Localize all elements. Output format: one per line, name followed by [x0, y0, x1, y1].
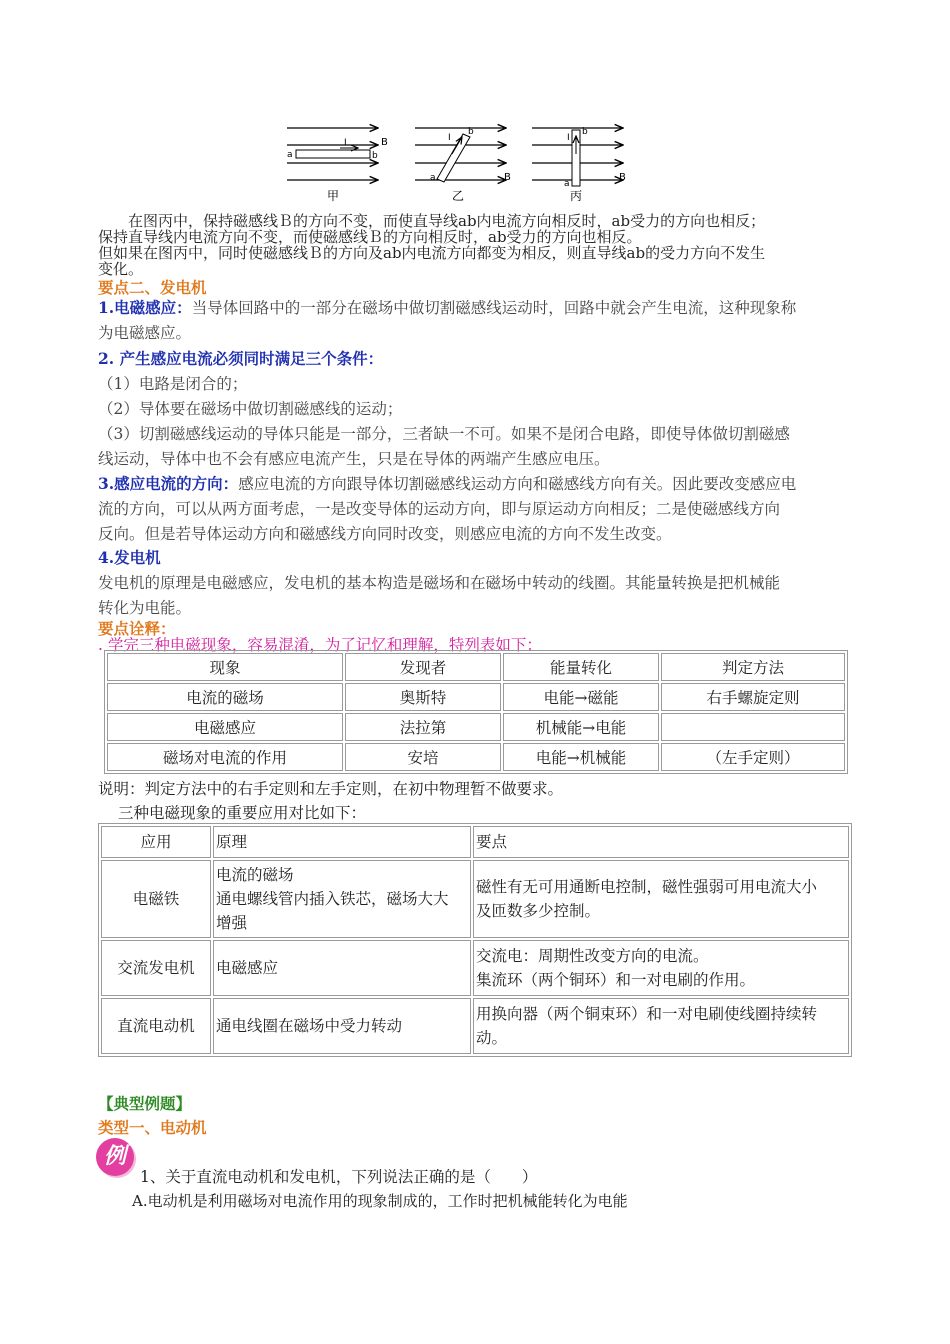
- svg-text:b: b: [372, 151, 378, 161]
- section-heading-generator: 要点二、发电机: [98, 278, 207, 297]
- table-cell: [473, 940, 849, 996]
- applications-table: [98, 823, 852, 1057]
- svg-text:I: I: [448, 133, 451, 143]
- table-header-cell: 判定方法: [661, 653, 845, 681]
- table-cell: （左手定则）: [661, 743, 845, 771]
- table-cell: 直流电动机: [101, 998, 211, 1054]
- svg-text:甲: 甲: [327, 189, 340, 203]
- table-cell: 机械能→电能: [503, 713, 659, 741]
- table-header-cell: 现象: [107, 653, 343, 681]
- explain-intro: . 学完三种电磁现象，容易混淆，为了记忆和理解，特列表如下：: [98, 636, 542, 654]
- table-cell: 电能→磁能: [503, 683, 659, 711]
- point3-label: 3.感应电流的方向：: [98, 474, 239, 493]
- question-1: 1、关于直流电动机和发电机，下列说法正确的是（ ）: [140, 1168, 538, 1186]
- table-cell: 电能→机械能: [503, 743, 659, 771]
- svg-text:I: I: [567, 133, 570, 143]
- table-header-row: [101, 826, 849, 858]
- svg-text:乙: 乙: [452, 189, 465, 203]
- table-cell: 法拉第: [345, 713, 501, 741]
- intro-line-4: 变化。: [98, 260, 144, 278]
- examples-heading: 【典型例题】: [98, 1094, 192, 1113]
- point3-line1: [98, 472, 796, 494]
- condition-1: （1）电路是闭合的；: [98, 375, 248, 393]
- table-header-row: [107, 653, 845, 681]
- cell-line: 通电螺线管内插入铁芯，磁场大大: [216, 890, 449, 908]
- cell-line: 用换向器（两个铜束环）和一对电刷使线圈持续转: [476, 1005, 818, 1023]
- table-header-cell: 原理: [213, 826, 471, 858]
- table-cell: 电流的磁场: [107, 683, 343, 711]
- point2-label: 2. 产生感应电流必须同时满足三个条件：: [98, 349, 384, 368]
- cell-line: 动。: [476, 1029, 508, 1047]
- table-cell: 交流发电机: [101, 940, 211, 996]
- table-row: [107, 683, 845, 711]
- table-row: [101, 860, 849, 938]
- svg-text:B: B: [381, 137, 388, 148]
- table-cell: 右手螺旋定则: [661, 683, 845, 711]
- svg-text:a: a: [564, 179, 570, 189]
- diagram-jia: [287, 128, 388, 203]
- type1-heading: 类型一、电动机: [98, 1118, 207, 1137]
- point4-line2: 转化为电能。: [98, 599, 192, 617]
- svg-text:a: a: [287, 150, 293, 160]
- intro-line-2: 保持直导线内电流方向不变，而使磁感线Ｂ的方向相反时，ab受力的方向也相反。: [98, 228, 642, 246]
- intro-line-1: 在图丙中，保持磁感线Ｂ的方向不变，而使直导线ab内电流方向相反时，ab受力的方向也相反；: [128, 212, 766, 230]
- svg-text:B: B: [619, 172, 626, 183]
- table-cell: 奥斯特: [345, 683, 501, 711]
- table-cell: [473, 860, 849, 938]
- table-cell: 磁场对电流的作用: [107, 743, 343, 771]
- table-cell: [473, 998, 849, 1054]
- svg-text:b: b: [582, 127, 588, 137]
- table-header-cell: 应用: [101, 826, 211, 858]
- point3-line3: 反向。但是若导体运动方向和磁感线方向同时改变，则感应电流的方向不发生改变。: [98, 525, 672, 543]
- condition-2: （2）导体要在磁场中做切割磁感线的运动；: [98, 400, 403, 418]
- table-row: [101, 940, 849, 996]
- cell-line: 电流的磁场: [216, 866, 294, 884]
- explain-heading: 要点诠释：: [98, 619, 176, 638]
- diagram-yi: [415, 127, 511, 203]
- table-cell: [213, 860, 471, 938]
- condition-3-line2: 线运动，导体中也不会有感应电流产生，只是在导体的两端产生感应电压。: [98, 450, 610, 468]
- point3-line2: 流的方向，可以从两方面考虑，一是改变导体的运动方向，即与原运动方向相反；二是使磁感线方向: [98, 500, 781, 518]
- table-row: [107, 743, 845, 771]
- table-row: [107, 713, 845, 741]
- table-cell: 电磁铁: [101, 860, 211, 938]
- cell-line: 及匝数多少控制。: [476, 902, 601, 920]
- table-cell: 电磁感应: [213, 940, 471, 996]
- point3-text: 感应电流的方向跟导体切割磁感线运动方向和磁感线方向有关。因此要改变感应电: [238, 475, 797, 493]
- point4-line1: 发电机的原理是电磁感应，发电机的基本构造是磁场和在磁场中转动的线圈。其能量转换是把机械能: [98, 574, 781, 592]
- point1-label: 1.电磁感应：: [98, 298, 192, 317]
- point1-text: 当导体回路中的一部分在磁场中做切割磁感线运动时，回路中就会产生电流，这种现象称: [191, 299, 797, 317]
- table-cell: [661, 713, 845, 741]
- svg-text:丙: 丙: [570, 189, 583, 203]
- table-row: [101, 998, 849, 1054]
- point4-label: 4.发电机: [98, 548, 161, 567]
- condition-3-line1: （3）切割磁感线运动的导体只能是一部分，三者缺一不可。如果不是闭合电路，即使导体做切割磁感: [98, 425, 790, 443]
- svg-text:B: B: [504, 172, 511, 183]
- table-header-cell: 发现者: [345, 653, 501, 681]
- table-cell: 安培: [345, 743, 501, 771]
- svg-text:b: b: [468, 127, 474, 137]
- cell-line: 交流电：周期性改变方向的电流。: [476, 947, 709, 965]
- note-text: 说明：判定方法中的右手定则和左手定则，在初中物理暂不做要求。: [98, 780, 564, 798]
- example-badge-label: 例: [103, 1143, 126, 1169]
- cell-line: 增强: [216, 914, 248, 932]
- cell-line: 集流环（两个铜环）和一对电刷的作用。: [476, 971, 756, 989]
- diagram-bing: [532, 127, 626, 203]
- phenomena-table: [104, 650, 848, 774]
- option-a: A.电动机是利用磁场对电流作用的现象制成的，工作时把机械能转化为电能: [132, 1192, 628, 1210]
- table2-intro: 三种电磁现象的重要应用对比如下：: [118, 804, 367, 822]
- table-header-cell: 要点: [473, 826, 849, 858]
- cell-line: 磁性有无可用通断电控制，磁性强弱可用电流大小: [476, 878, 818, 896]
- intro-line-3: 但如果在图丙中，同时使磁感线Ｂ的方向及ab内电流方向都变为相反，则直导线ab的受力方向不发生: [98, 244, 766, 262]
- point1-line1: [98, 296, 796, 318]
- magnetic-force-diagram: [280, 120, 640, 210]
- svg-text:I: I: [344, 138, 347, 148]
- point1-line2: 为电磁感应。: [98, 324, 192, 342]
- svg-text:a: a: [430, 173, 436, 183]
- example-badge: [96, 1138, 134, 1176]
- table-cell: 通电线圈在磁场中受力转动: [213, 998, 471, 1054]
- table-header-cell: 能量转化: [503, 653, 659, 681]
- table-cell: 电磁感应: [107, 713, 343, 741]
